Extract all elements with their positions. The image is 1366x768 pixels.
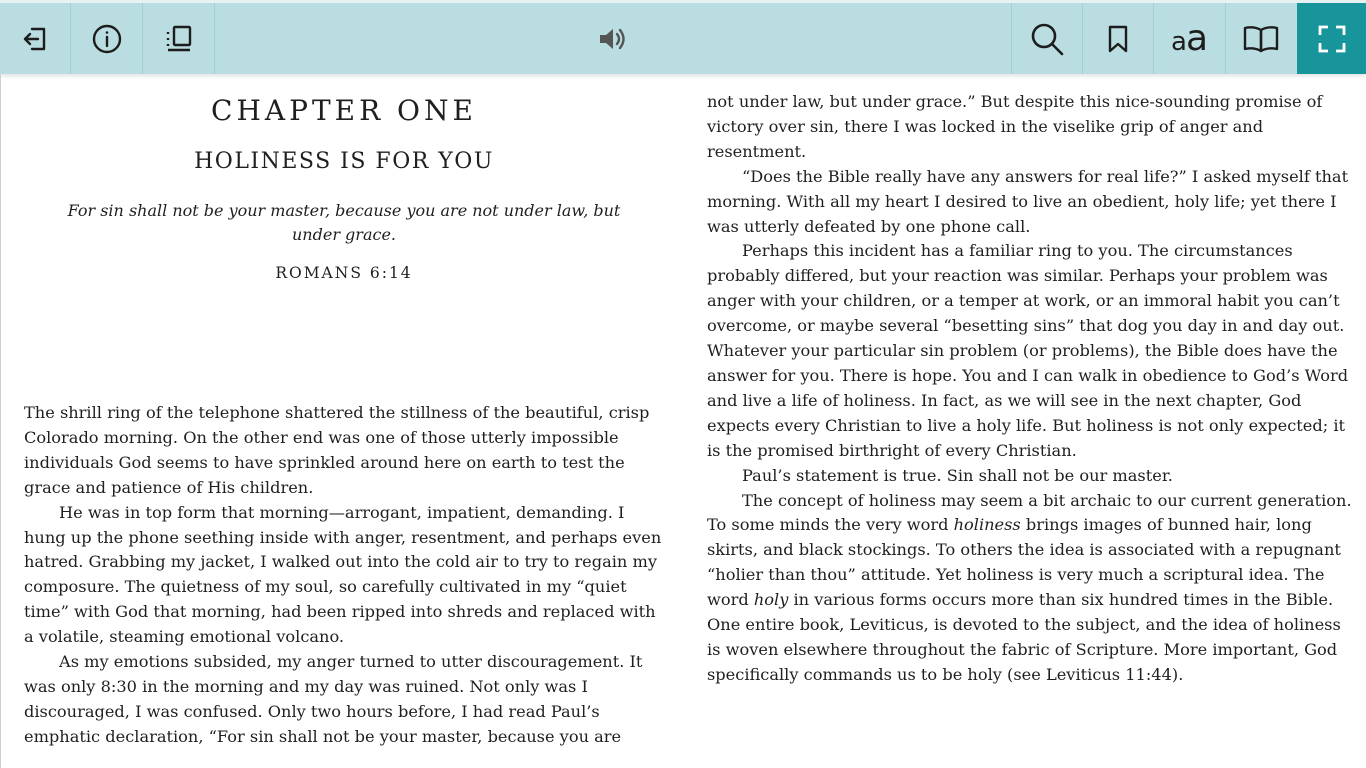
fullscreen-button[interactable] <box>1297 3 1366 74</box>
bookmark-icon <box>1105 24 1131 54</box>
paragraph: not under law, but under grace.” But despite this nice-sounding promise of victory over sin, there I was locked in the viselike grip of anger and resentment. <box>707 92 1323 161</box>
contents-icon <box>164 24 194 54</box>
open-book-icon <box>1242 24 1280 54</box>
page-edge-divider <box>0 74 1 768</box>
book-info-button[interactable] <box>72 3 143 74</box>
epigraph-quote: For sin shall not be your master, because you are not under law, but under grace. <box>67 201 621 244</box>
fullscreen-icon <box>1317 24 1347 54</box>
paragraph: Paul’s statement is true. Sin shall not be our master. <box>742 465 1173 485</box>
paragraph: As my emotions subsided, my anger turned to utter discouragement. It was only 8:30 in the morning and my day was ruined. Not only was I discouraged, I was confused. Only two hours before, I had read Paul’s emphatic declaration, “For sin shall not be your master, because you are <box>24 652 643 746</box>
bookmark-button[interactable] <box>1082 3 1153 74</box>
chapter-subtitle: HOLINESS IS FOR YOU <box>194 149 494 174</box>
paragraph: Perhaps this incident has a familiar ring to you. The circumstances probably differed, but your reaction was similar. Perhaps your problem was anger with your children, or a temper at work, or an immoral habit you can’t overcome, or maybe several “besetting sins” that dog you day in and day out. Whatever your particular sin problem (or problems), the Bible does have the answer for you. There is hope. You and I can walk in obedience to God’s Word and live a life of holiness. In fact, as we will see in the next chapter, God expects every Christian to live a holy life. But holiness is not only expected; it is the promised birthright of every Christian. <box>707 241 1349 460</box>
chapter-title: CHAPTER ONE <box>211 94 477 127</box>
contents-button[interactable] <box>144 3 215 74</box>
search-icon <box>1029 21 1065 57</box>
paragraph <box>707 489 1352 688</box>
text-run: The concept of holiness may seem a bit archaic to our current generation. To some minds the very word <box>707 490 1352 535</box>
right-page-body <box>707 90 1352 688</box>
left-page <box>24 74 664 768</box>
paragraph: The shrill ring of the telephone shattered the stillness of the beautiful, crisp Colorado morning. On the other end was one of those utterly impossible individuals God seems to have sprinkled around here on earth to test the grace and patience of His children. <box>24 403 650 497</box>
exit-icon <box>21 25 49 53</box>
right-page <box>707 74 1352 768</box>
info-icon <box>91 23 123 55</box>
exit-reader-button[interactable] <box>0 3 71 74</box>
search-button[interactable] <box>1011 3 1082 74</box>
font-size-small-glyph: a <box>1171 26 1186 57</box>
read-aloud-button[interactable] <box>577 3 648 74</box>
paragraph: He was in top form that morning—arrogant, impatient, demanding. I hung up the phone seething inside with anger, resentment, and perhaps even hatred. Grabbing my jacket, I walked out into the cold air to try to regain my composure. The quietness of my soul, so carefully cultivated in my “quiet time” with God that morning, had been ripped into shreds and replaced with a volatile, steaming emotional volcano. <box>24 502 662 647</box>
paragraph: “Does the Bible really have any answers for real life?” I asked myself that morning. With all my heart I desired to live an obedient, holy life; yet there I was utterly defeated by one phone call. <box>707 166 1349 236</box>
emphasis: holy <box>753 590 789 610</box>
reader-toolbar <box>0 0 1366 74</box>
font-size-icon <box>1171 17 1207 59</box>
font-size-big-glyph: a <box>1185 17 1207 59</box>
text-run: brings images of bunned hair, long skirts, and black stockings. To others the idea is associated with a repugnant “holier than thou” attitude. Yet holiness is very much a scriptural idea. The word <box>707 515 1341 610</box>
speaker-icon <box>597 24 629 54</box>
emphasis: holiness <box>953 515 1021 535</box>
font-size-button[interactable] <box>1153 3 1224 74</box>
text-run: in various forms occurs more than six hundred times in the Bible. One entire book, Leviticus, is devoted to the subject, and the idea of holiness is woven elsewhere throughout the fabric of Scripture. More important, God specifically commands us to be holy (see Leviticus 11:44). <box>707 590 1341 684</box>
epigraph-reference: ROMANS 6:14 <box>275 264 413 282</box>
page-view-button[interactable] <box>1225 3 1296 74</box>
left-page-body <box>24 401 664 750</box>
